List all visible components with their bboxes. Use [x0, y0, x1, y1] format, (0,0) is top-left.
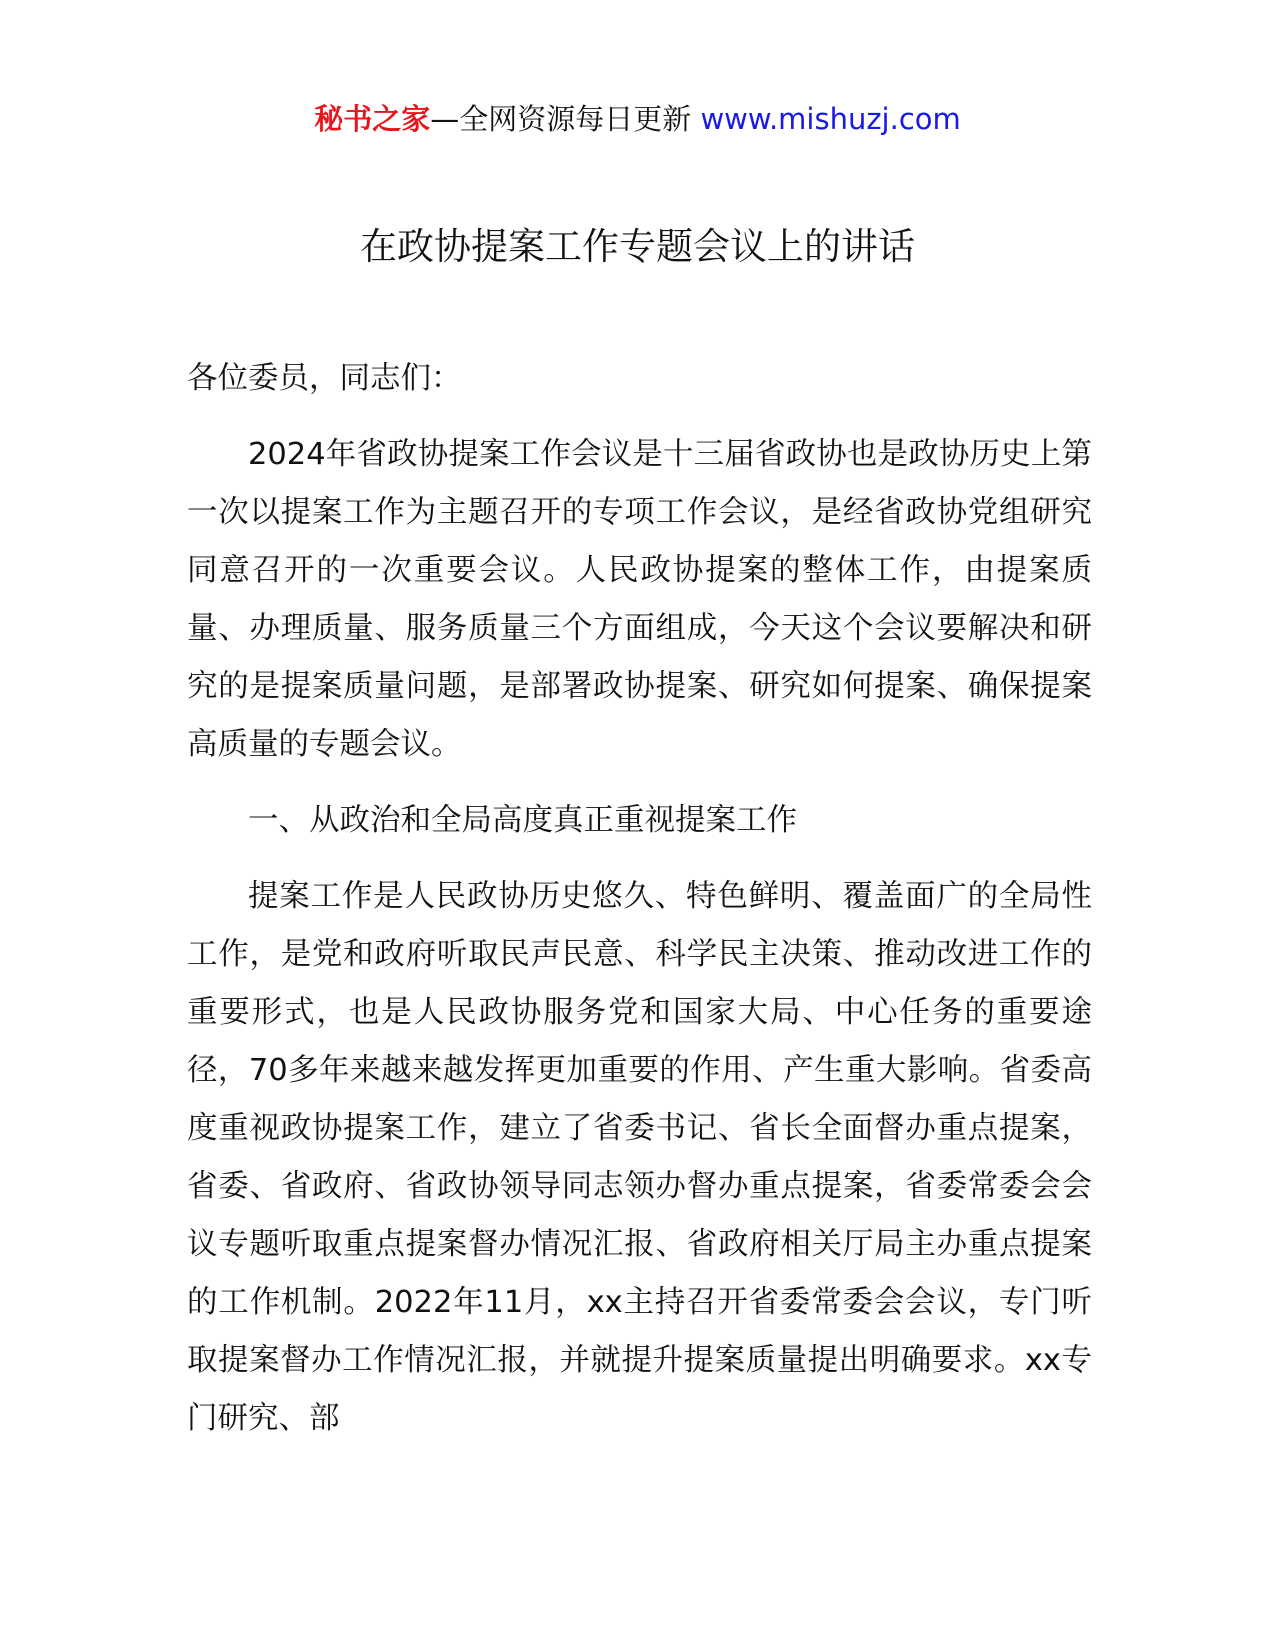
site-url-link[interactable]: www.mishuzj.com — [700, 102, 961, 136]
document-body — [187, 350, 1092, 1448]
site-slogan: —全网资源每日更新 — [430, 102, 692, 136]
document-title: 在政协提案工作专题会议上的讲话 — [360, 225, 915, 268]
site-brand: 秘书之家 — [314, 102, 431, 136]
site-header — [0, 98, 1275, 140]
section-heading: 一、从政治和全局高度真正重视提案工作 — [248, 803, 797, 838]
body-paragraph: 提案工作是人民政协历史悠久、特色鲜明、覆盖面广的全局性工作，是党和政府听取民声民意、科学民主决策、推动改进工作的重要形式，也是人民政协服务党和国家大局、中心任务的重要途径，70多年来越来越发挥更加重要的作用、产生重大影响。省委高度重视政协提案工作，建立了省委书记、省长全面督办重点提案，省委、省政府、省政协领导同志领办督办重点提案，省委常委会会议专题听取重点提案督办情况汇报、省政府相关厅局主办重点提案的工作机制。2022年11月，xx主持召开省委常委会会议，专门听取提案督办工作情况汇报，并就提升提案质量提出明确要求。xx专门研究、部 — [187, 879, 1092, 1436]
salutation: 各位委员，同志们： — [187, 361, 462, 396]
body-paragraph: 2024年省政协提案工作会议是十三届省政协也是政协历史上第一次以提案工作为主题召开的专项工作会议，是经省政协党组研究同意召开的一次重要会议。人民政协提案的整体工作，由提案质量、办理质量、服务质量三个方面组成，今天这个会议要解决和研究的是提案质量问题，是部署政协提案、研究如何提案、确保提案高质量的专题会议。 — [187, 437, 1092, 762]
